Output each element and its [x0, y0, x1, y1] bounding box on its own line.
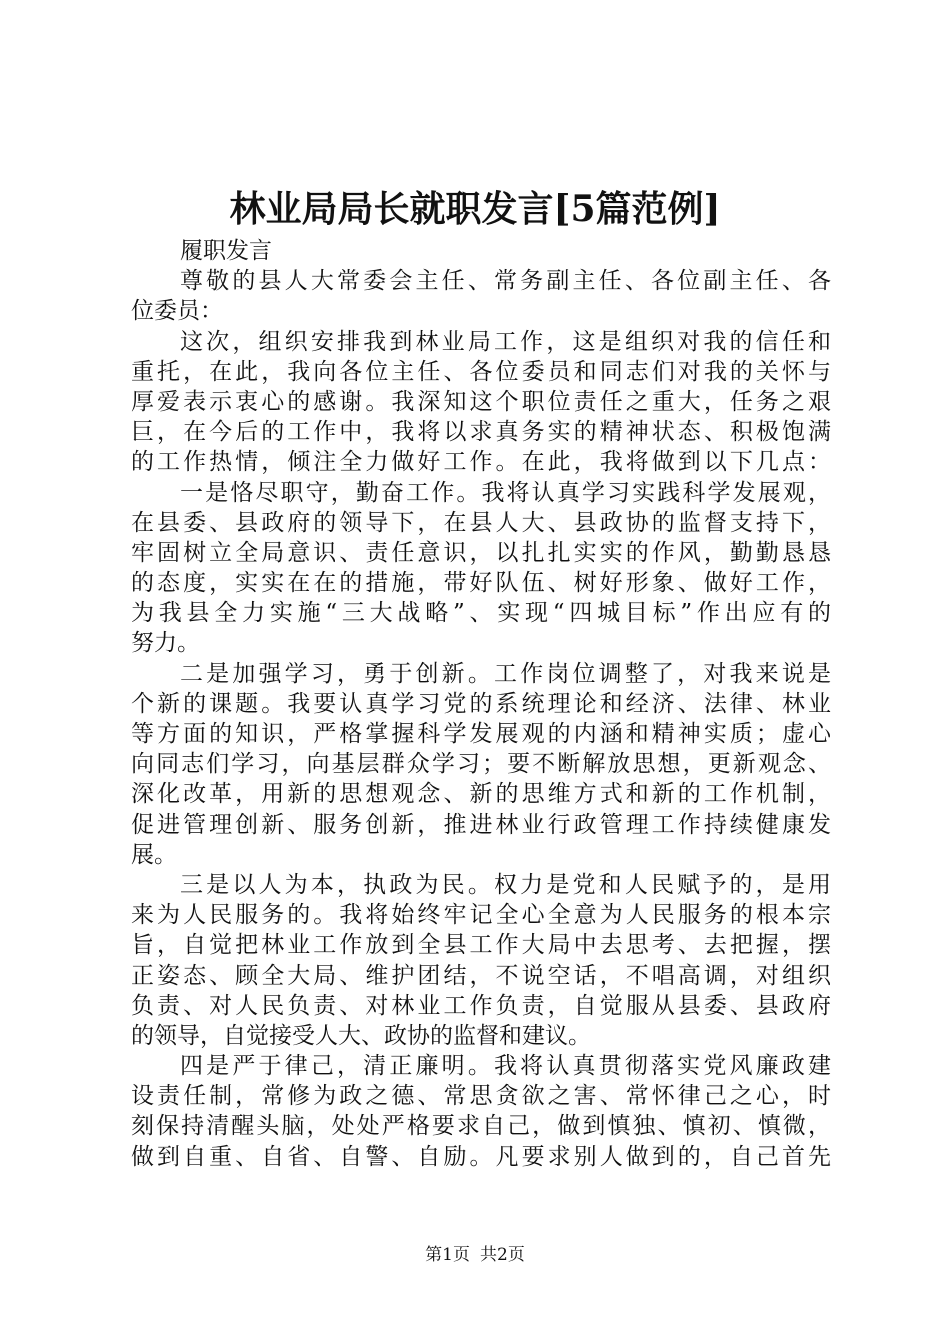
body-line: 的工作热情，倾注全力做好工作。在此，我将做到以下几点： [131, 449, 831, 476]
body-line: 等方面的知识，严格掌握科学发展观的内涵和精神实质；虚心 [131, 721, 831, 747]
body-line: 做到自重、自省、自警、自励。凡要求别人做到的，自己首先 [131, 1143, 831, 1170]
body-line: 四是严于律己，清正廉明。我将认真贯彻落实党风廉政建 [180, 1053, 831, 1080]
body-line: 二是加强学习，勇于创新。工作岗位调整了，对我来说是 [180, 660, 831, 687]
body-line: 负责、对人民负责、对林业工作负责，自觉服从县委、县政府 [131, 992, 831, 1019]
body-line: 巨，在今后的工作中，我将以求真务实的精神状态、积极饱满 [131, 419, 831, 446]
body-line: 重托，在此，我向各位主任、各位委员和同志们对我的关怀与 [131, 358, 831, 385]
body-line: 设责任制，常修为政之德、常思贪欲之害、常怀律己之心，时 [131, 1083, 831, 1110]
body-line: 位委员： [131, 298, 223, 325]
body-line: 深化改革，用新的思想观念、新的思维方式和新的工作机制， [131, 781, 831, 808]
body-line: 履职发言 [180, 238, 272, 264]
body-line: 厚爱表示衷心的感谢。我深知这个职位责任之重大，任务之艰 [131, 388, 831, 415]
body-line: 这次，组织安排我到林业局工作，这是组织对我的信任和 [180, 328, 831, 355]
body-line: 的领导，自觉接受人大、政协的监督和建议。 [131, 1022, 591, 1049]
page-total: 共2页 [480, 1245, 525, 1265]
body-line: 个新的课题。我要认真学习党的系统理论和经济、法律、林业 [131, 690, 831, 717]
body-line: 一是恪尽职守，勤奋工作。我将认真学习实践科学发展观， [180, 479, 831, 506]
body-line: 来为人民服务的。我将始终牢记全心全意为人民服务的根本宗 [131, 902, 831, 929]
body-line: 在县委、县政府的领导下，在县人大、县政协的监督支持下， [131, 509, 831, 536]
page-footer [0, 1243, 950, 1267]
body-line: 为我县全力实施“三大战略”、实现“四城目标”作出应有的 [131, 600, 831, 627]
page-number: 第1页 [425, 1245, 470, 1265]
body-line: 努力。 [131, 630, 200, 657]
document-body [131, 236, 831, 1172]
body-line: 旨，自觉把林业工作放到全县工作大局中去思考、去把握，摆 [131, 932, 831, 959]
body-line: 正姿态、顾全大局、维护团结，不说空话，不唱高调，对组织 [131, 962, 831, 989]
body-line: 三是以人为本，执政为民。权力是党和人民赋予的，是用 [180, 871, 831, 898]
body-line: 展。 [131, 841, 177, 868]
body-line: 尊敬的县人大常委会主任、常务副主任、各位副主任、各 [180, 268, 831, 295]
body-line: 的态度，实实在在的措施，带好队伍、树好形象、做好工作， [131, 570, 831, 597]
body-line: 刻保持清醒头脑，处处严格要求自己，做到慎独、慎初、慎微， [131, 1113, 831, 1140]
body-line: 牢固树立全局意识、责任意识，以扎扎实实的作风，勤勤恳恳 [131, 539, 831, 566]
document-title: 林业局局长就职发言[5篇范例] [229, 188, 721, 230]
body-line: 促进管理创新、服务创新，推进林业行政管理工作持续健康发 [131, 811, 831, 838]
body-line: 向同志们学习，向基层群众学习；要不断解放思想，更新观念、 [131, 751, 831, 778]
